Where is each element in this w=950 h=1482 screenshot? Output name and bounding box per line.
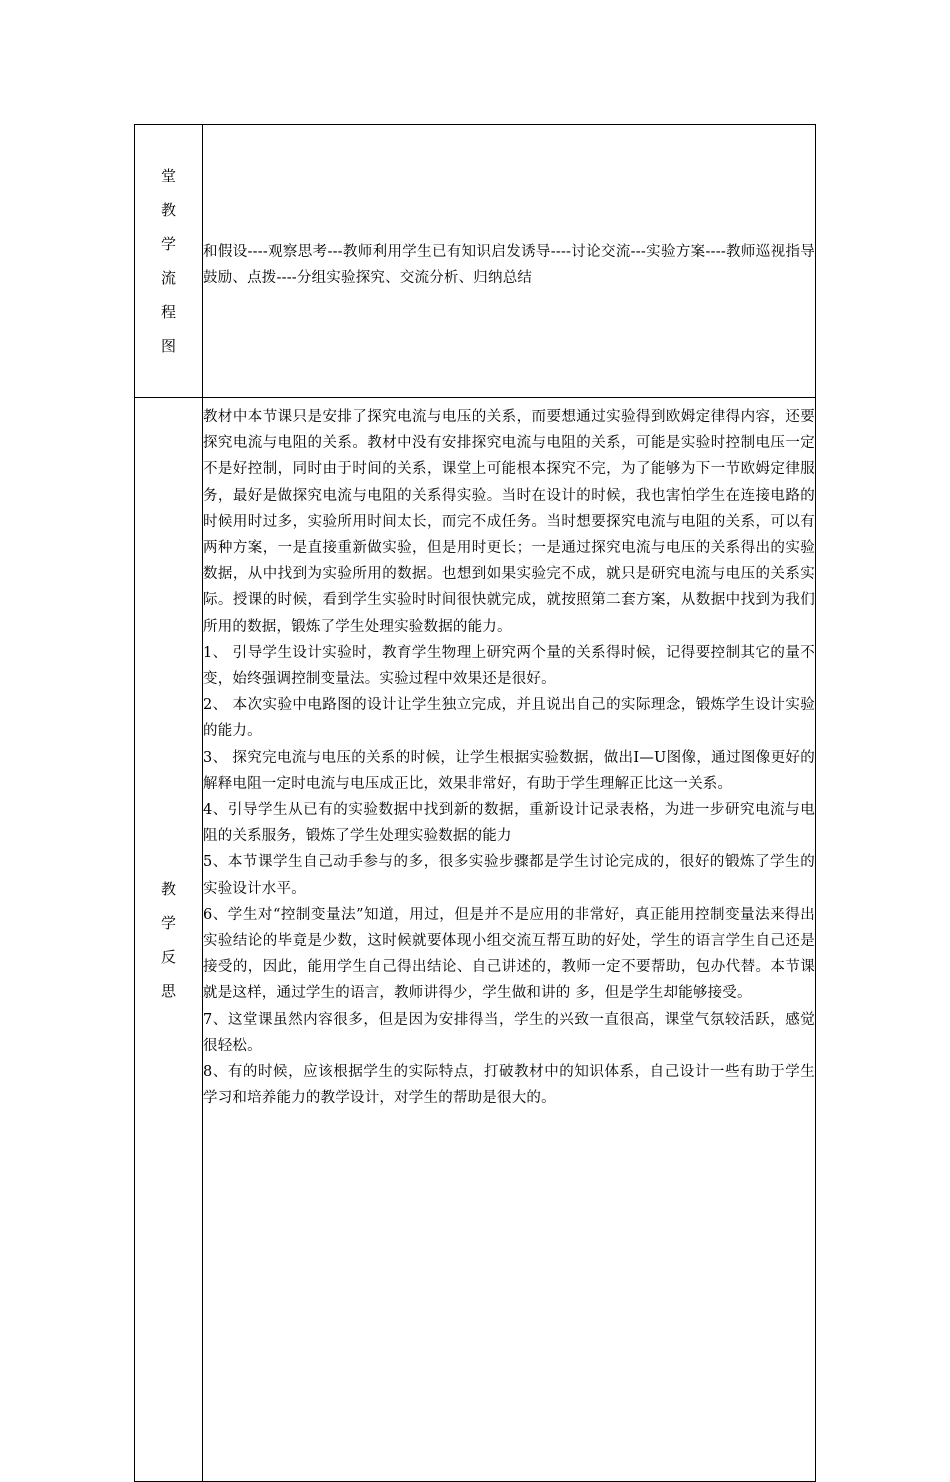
label-char: 教 — [160, 879, 176, 898]
label-char: 堂 — [160, 167, 176, 185]
table-row-flowchart — [135, 125, 816, 398]
table-row-reflection — [135, 398, 816, 1482]
label-char: 学 — [160, 235, 176, 253]
paragraph: 教材中本节课只是安排了探究电流与电压的关系，而要想通过实验得到欧姆定律得内容，还要探究电流与电阻的关系。教材中没有安排探究电流与电阻的关系，可能是实验时控制电压一定不是好控制，同时由于时间的关系，课堂上可能根本探究不完，为了能够为下一节欧姆定律服务，最好是做探究电流与电阻的关系得实验。当时在设计的时候，我也害怕学生在连接电路的时候用时过多，实验所用时间太长，而完不成任务。当时想要探究电流与电阻的关系，可以有两种方案，一是直接重新做实验，但是用时更长；一是通过探究电流与电压的关系得出的实验数据，从中找到为实验所用的数据。也想到如果实验完不成，就只是研究电流与电压的关系实际。授课的时候，看到学生实验时时间很快就完成，就按照第二套方案，从数据中找到为我们所用的数据，锻炼了学生处理实验数据的能力。 — [203, 409, 815, 635]
paragraph: 4、引导学生从已有的实验数据中找到新的数据，重新设计记录表格，为进一步研究电流与电阻的关系服务，锻炼了学生处理实验数据的能力 — [203, 802, 815, 845]
label-char: 教 — [160, 201, 176, 219]
reflection-content — [203, 398, 816, 1482]
label-char: 程 — [160, 303, 176, 321]
flowchart-content — [203, 125, 816, 398]
paragraph: 和假设----观察思考---教师利用学生已有知识启发诱导----讨论交流---实验方案----教师巡视指导鼓励、点拨----分组实验探究、交流分析、归纳总结 — [203, 243, 815, 286]
label-char: 图 — [160, 337, 176, 355]
paragraph: 5、本节课学生自己动手参与的多，很多实验步骤都是学生讨论完成的，很好的锻炼了学生的实验设计水平。 — [203, 854, 815, 897]
paragraph: 8、有的时候，应该根据学生的实际特点，打破教材中的知识体系，自己设计一些有助于学生学习和培养能力的教学设计，对学生的帮助是很大的。 — [203, 1064, 815, 1107]
paragraph: 2、 本次实验中电路图的设计让学生独立完成，并且说出自己的实际理念，锻炼学生设计实验的能力。 — [203, 697, 815, 740]
row-label-flowchart — [135, 125, 203, 398]
label-char: 学 — [160, 913, 176, 932]
paragraph: 6、学生对“控制变量法”知道，用过，但是并不是应用的非常好，真正能用控制变量法来得出实验结论的毕竟是少数，这时候就要体现小组交流互帮互助的好处，学生的语言学生自己还是接受的，因此，能用学生自己得出结论、自己讲述的，教师一定不要帮助，包办代替。本节课就是这样，通过学生的语言，教师讲得少，学生做和讲的 多，但是学生却能够接受。 — [203, 906, 815, 1002]
row-label-reflection — [135, 398, 203, 1482]
paragraph: 1、 引导学生设计实验时，教育学生物理上研究两个量的关系得时候，记得要控制其它的量不变，始终强调控制变量法。实验过程中效果还是很好。 — [203, 644, 815, 688]
paragraph: 3、 探究完电流与电压的关系的时候，让学生根据实验数据，做出I—U图像，通过图像更好的解释电阻一定时电流与电压成正比，效果非常好，有助于学生理解正比这一关系。 — [203, 749, 815, 792]
label-char: 流 — [160, 269, 176, 287]
lesson-plan-table — [134, 124, 816, 1482]
label-char: 反 — [160, 947, 176, 966]
label-char: 思 — [160, 981, 176, 1000]
paragraph: 7、这堂课虽然内容很多，但是因为安排得当，学生的兴致一直很高，课堂气氛较活跃，感觉很轻松。 — [203, 1011, 815, 1054]
